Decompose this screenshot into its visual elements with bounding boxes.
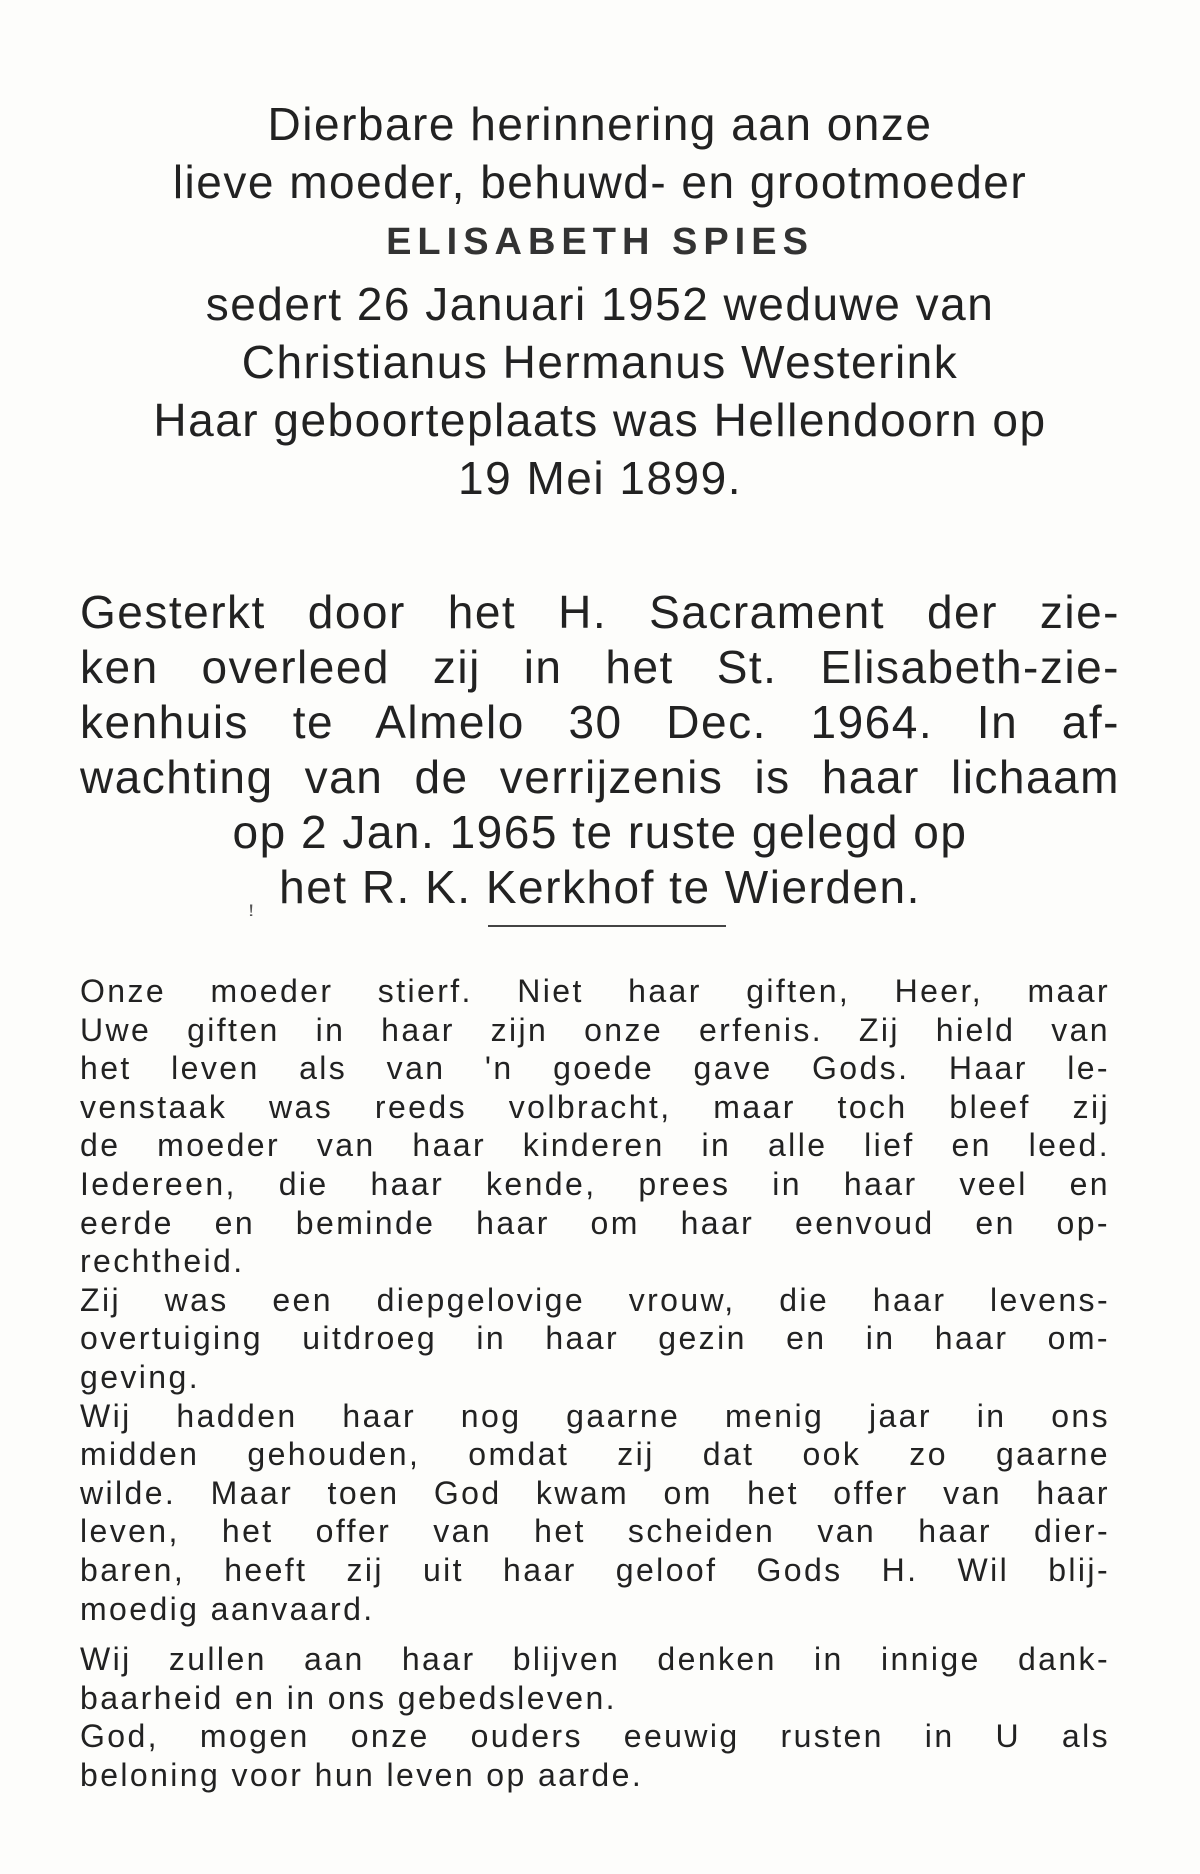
deceased-name: ELISABETH SPIES	[386, 221, 814, 263]
tribute-line: eerde en beminde haar om haar eenvoud en op-	[80, 1204, 1110, 1241]
tribute-line: baarheid en in ons gebedsleven.	[80, 1679, 617, 1716]
card-header	[70, 95, 1130, 517]
tribute-line: rechtheid.	[80, 1243, 245, 1280]
tribute-line: venstaak was reeds volbracht, maar toch bleef zij	[80, 1088, 1110, 1125]
notice-line: kenhuis te Almelo 30 Dec. 1964. In af-	[80, 696, 1120, 748]
tribute-line: God, mogen onze ouders eeuwig rusten in U als	[80, 1718, 1110, 1755]
dedication-line-2: lieve moeder, behuwd- en grootmoeder	[172, 156, 1028, 208]
widow-line: sedert 26 Januari 1952 weduwe van	[205, 278, 995, 330]
tribute-line: Onze moeder stierf. Niet haar giften, Heer, maar	[80, 973, 1110, 1009]
tribute-line: midden gehouden, omdat zij dat ook zo gaarne	[80, 1436, 1110, 1473]
tribute-line: Wij hadden haar nog gaarne menig jaar in ons	[80, 1397, 1110, 1434]
tribute-line: leven, het offer van het scheiden van haar dier-	[80, 1513, 1110, 1550]
tribute-line: overtuiging uitdroeg in haar gezin en in haar om-	[80, 1320, 1110, 1357]
tribute-line: Zij was een diepgelovige vrouw, die haar levens-	[80, 1281, 1110, 1318]
tribute-text	[80, 972, 1110, 1794]
dedication-line-1: Dierbare herinnering aan onze	[267, 98, 933, 150]
tribute-line: wilde. Maar toen God kwam om het offer van haar	[80, 1474, 1110, 1511]
notice-line: het R. K. Kerkhof te Wierden.	[279, 861, 921, 913]
notice-line: Gesterkt door het H. Sacrament der zie-	[80, 586, 1120, 638]
birthplace-line: Haar geboorteplaats was Hellendoorn op	[153, 394, 1047, 446]
birth-date: 19 Mei 1899.	[458, 452, 742, 504]
tribute-line: geving.	[80, 1358, 200, 1395]
section-divider	[488, 925, 726, 927]
death-notice	[80, 585, 1120, 915]
tribute-line: baren, heeft zij uit haar geloof Gods H. Wil blij-	[80, 1551, 1110, 1588]
tribute-line: Wij zullen aan haar blijven denken in innige dank-	[80, 1641, 1110, 1678]
spouse-name: Christianus Hermanus Westerink	[241, 336, 959, 388]
tribute-line: Uwe giften in haar zijn onze erfenis. Zij hield van	[80, 1011, 1110, 1048]
tribute-line: de moeder van haar kinderen in alle lief en leed.	[80, 1127, 1110, 1164]
tribute-line: beloning voor hun leven op aarde.	[80, 1756, 644, 1793]
notice-line: ken overleed zij in het St. Elisabeth-zie-	[80, 641, 1120, 693]
notice-line: wachting van de verrijzenis is haar lichaam	[80, 751, 1120, 803]
tribute-line: Iedereen, die haar kende, prees in haar veel en	[80, 1165, 1110, 1202]
print-speck: ꜝ	[248, 906, 255, 931]
notice-line: op 2 Jan. 1965 te ruste gelegd op	[232, 806, 968, 858]
tribute-line: moedig aanvaard.	[80, 1590, 375, 1627]
paragraph-gap	[80, 1628, 1110, 1640]
tribute-line: het leven als van 'n goede gave Gods. Haar le-	[80, 1050, 1110, 1087]
